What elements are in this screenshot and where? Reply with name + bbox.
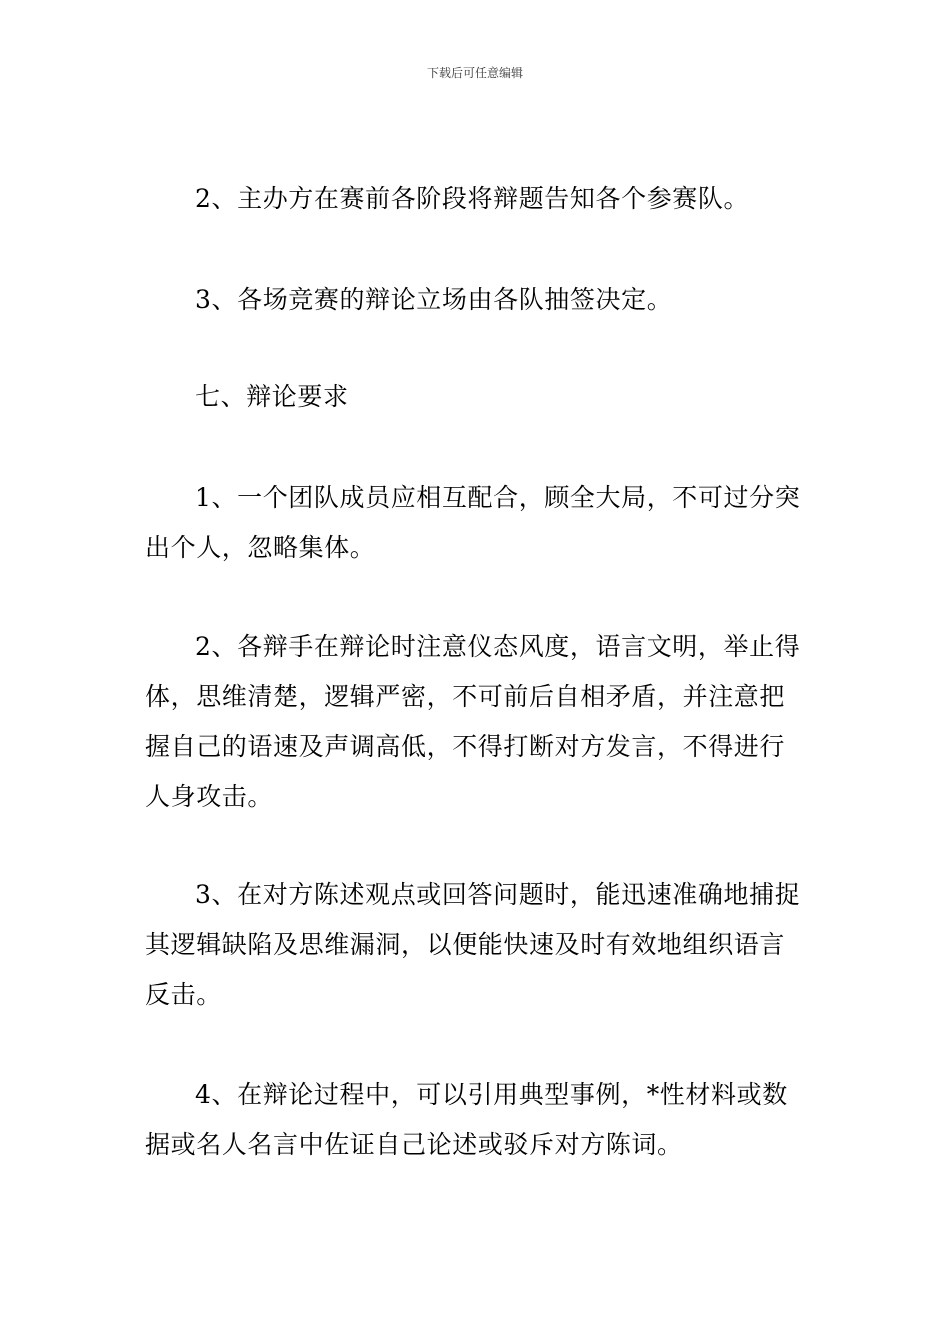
paragraph-conduct: 2、各辩手在辩论时注意仪态风度，语言文明，举止得体，思维清楚，逻辑严密，不可前后自相矛盾，并注意把握自己的语速及声调高低，不得打断对方发言，不得进行人身攻击。 [145,632,801,811]
section-heading-debate-requirements: 七、辩论要求 [195,382,349,411]
paragraph-teamwork: 1、一个团队成员应相互配合，顾全大局，不可过分突出个人，忽略集体。 [145,483,801,562]
paragraph-evidence: 4、在辩论过程中，可以引用典型事例，*性材料或数据或名人名言中佐证自己论述或驳斥对方陈词。 [145,1080,788,1159]
paragraph-rebuttal: 3、在对方陈述观点或回答问题时，能迅速准确地捕捉其逻辑缺陷及思维漏洞，以便能快速及时有效地组织语言反击。 [145,880,801,1009]
paragraph-position-draw: 3、各场竞赛的辩论立场由各队抽签决定。 [195,285,673,314]
paragraph-topic-notice: 2、主办方在赛前各阶段将辩题告知各个参赛队。 [195,184,750,213]
page-header: 下载后可任意编辑 [426,66,523,80]
